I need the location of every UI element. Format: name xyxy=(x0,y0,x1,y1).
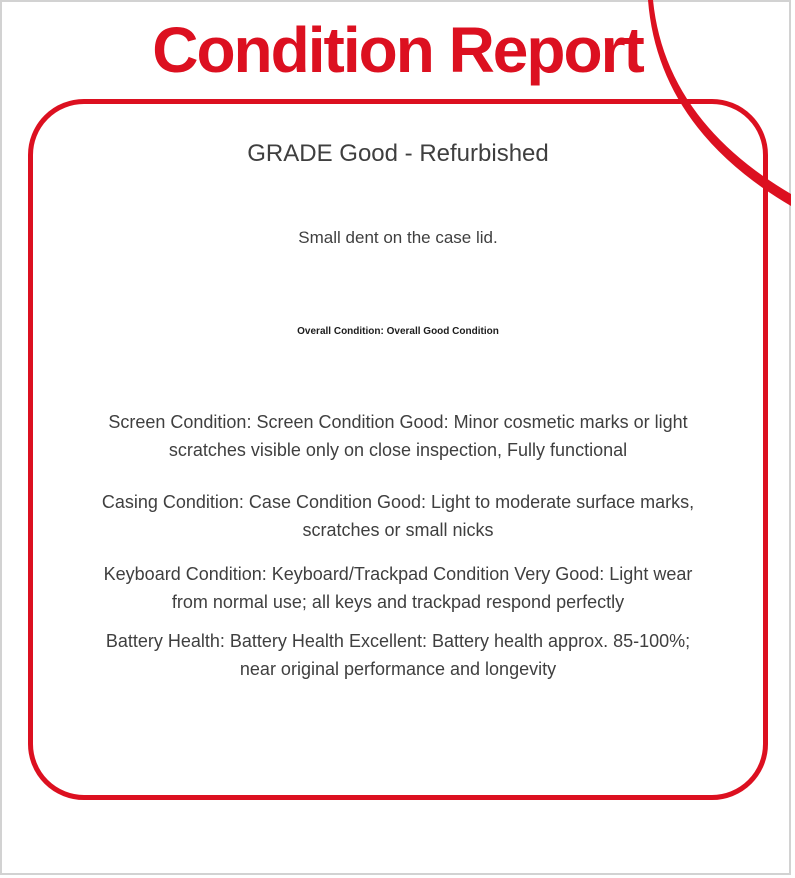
keyboard-condition-line-1: Keyboard Condition: Keyboard/Trackpad Condition Very Good: Light wear xyxy=(103,564,693,584)
screen-condition-line-1: Screen Condition: Screen Condition Good: Minor cosmetic marks or light xyxy=(108,412,688,432)
page-title: Condition Report xyxy=(152,14,643,86)
battery-health-line-1: Battery Health: Battery Health Excellent: Battery health approx. 85-100%; xyxy=(105,631,691,651)
casing-condition-line-2: scratches or small nicks xyxy=(302,520,494,540)
keyboard-condition-section xyxy=(33,560,763,616)
keyboard-condition-line-2: from normal use; all keys and trackpad respond perfectly xyxy=(171,592,625,612)
casing-condition-section xyxy=(33,488,763,544)
battery-health-section xyxy=(33,627,763,683)
overall-condition-note: Overall Condition: Overall Good Condition xyxy=(297,326,499,337)
battery-health-line-2: near original performance and longevity xyxy=(239,659,557,679)
grade-heading: GRADE Good - Refurbished xyxy=(247,140,549,167)
report-card xyxy=(28,99,768,800)
screen-condition-line-2: scratches visible only on close inspection, Fully functional xyxy=(168,440,628,460)
casing-condition-line-1: Casing Condition: Case Condition Good: Light to moderate surface marks, xyxy=(101,492,695,512)
cosmetic-note: Small dent on the case lid. xyxy=(298,228,498,247)
screen-condition-section xyxy=(33,408,763,464)
